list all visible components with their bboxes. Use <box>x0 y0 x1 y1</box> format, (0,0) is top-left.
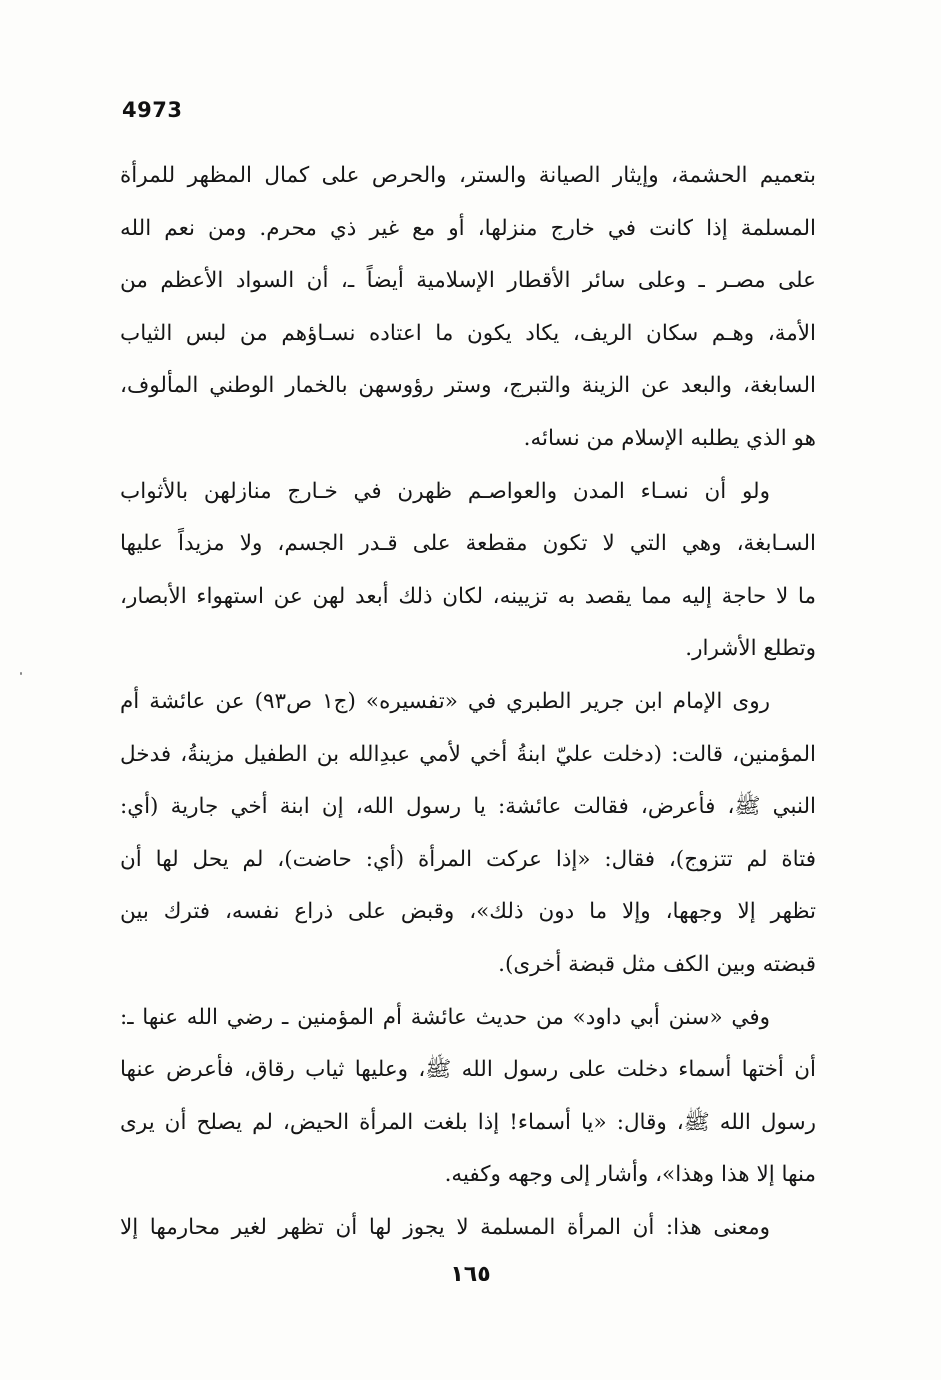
scan-speck <box>20 672 22 675</box>
page-id-number: 4973 <box>122 98 183 122</box>
text-line: السـابغة، وهي التي لا تكون مقطعة على قـدر الجسم، ولا مزيداً عليها <box>120 531 816 557</box>
text-line: السابغة، والبعد عن الزينة والتبرج، وستر رؤوسهن بالخمار الوطني المألوف، <box>120 373 816 399</box>
body-text <box>120 150 816 1254</box>
text-line: الأمة، وهـم سكان الريف، يكاد يكون ما اعتاده نسـاؤهم من لبس الثياب <box>120 320 816 346</box>
text-line: ما لا حاجة إليه مما يقصد به تزيينه، لكان ذلك أبعد لهن عن استهواء الأبصار، <box>120 583 816 609</box>
text-line: أن أختها أسماء دخلت على رسول الله ﷺ، وعليها ثياب رقاق، فأعرض عنها <box>120 1057 816 1083</box>
text-line: رسول الله ﷺ، وقال: «يا أسماء! إذا بلغت المرأة الحيض، لم يصلح أن يرى <box>120 1109 816 1135</box>
text-line: قبضته وبين الكف مثل قبضة أخرى). <box>498 951 816 977</box>
text-line: تظهر إلا وجهها، وإلا ما دون ذلك»، وقبض على ذراع نفسه، فترك بين <box>120 899 816 925</box>
page-number: ١٦٥ <box>450 1262 491 1287</box>
text-line: وفي «سنن أبي داود» من حديث عائشة أم المؤمنين ـ رضي الله عنها ـ: <box>120 1004 770 1030</box>
text-line: فتاة لم تتزوج)، فقال: «إذا عركت المرأة (أي: حاضت)، لم يحل لها أن <box>120 846 816 872</box>
text-line: روى الإمام ابن جرير الطبري في «تفسيره» (ج١ ص٩٣) عن عائشة أم <box>120 688 771 714</box>
text-line: بتعميم الحشمة، وإيثار الصيانة والستر، والحرص على كمال المظهر للمرأة <box>120 163 816 188</box>
text-line: على مصـر ـ وعلى سائر الأقطار الإسلامية أيضاً ـ، أن السواد الأعظم من <box>120 268 816 294</box>
text-line: وتطلع الأشرار. <box>685 636 816 662</box>
text-line: ولو أن نسـاء المدن والعواصـم ظهرن في خـارج منازلهن بالأثواب <box>120 478 770 504</box>
text-line: المؤمنين، قالت: (دخلت عليّ ابنةُ أخي لأمي عبدِالله بن الطفيل مزينةُ، فدخل <box>120 741 816 767</box>
text-line: النبي ﷺ، فأعرض، فقالت عائشة: يا رسول الله، إن ابنة أخي جارية (أي: <box>120 794 816 820</box>
text-line: المسلمة إذا كانت في خارج منزلها، أو مع غير ذي محرم. ومن نعم الله <box>120 215 816 241</box>
text-line: ومعنى هذا: أن المرأة المسلمة لا يجوز لها أن تظهر لغير محارمها إلا <box>120 1214 770 1240</box>
text-line: هو الذي يطلبه الإسلام من نسائه. <box>523 425 816 451</box>
text-line: منها إلا هذا وهذا»، وأشار إلى وجهه وكفيه. <box>444 1162 816 1188</box>
